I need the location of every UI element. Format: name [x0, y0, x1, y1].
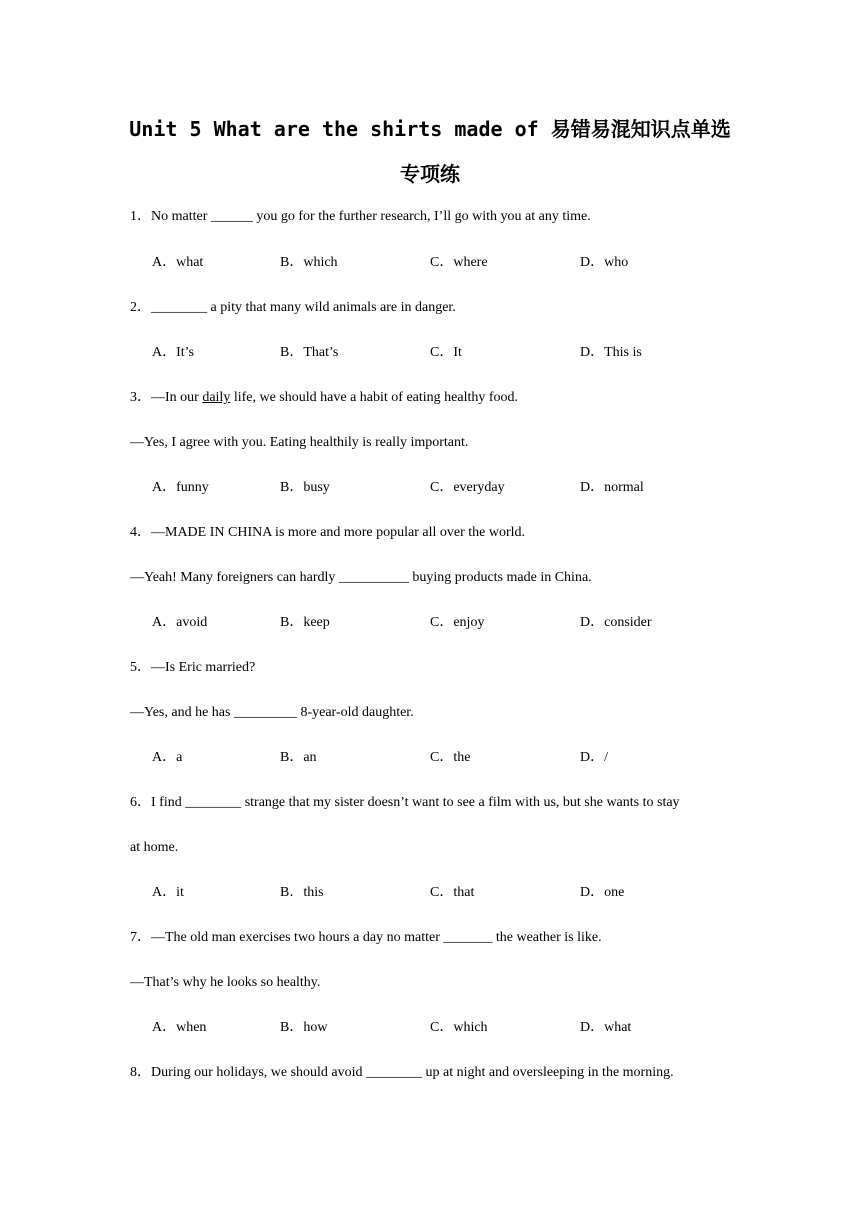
question-3-stem-start: 3．—In our — [130, 390, 203, 405]
question-6-option-b: B．this — [280, 885, 324, 900]
underlined-word: daily — [202, 390, 231, 405]
question-3-option-d: D．normal — [580, 480, 644, 495]
question-5-reply: —Yes, and he has _________ 8-year-old daughter. — [130, 705, 414, 720]
question-7-option-d: D．what — [580, 1020, 632, 1035]
question-7-stem: 7．—The old man exercises two hours a day no matter _______ the weather is like. — [130, 930, 602, 945]
question-7-option-b: B．how — [280, 1020, 328, 1035]
question-3-option-a: A．funny — [152, 480, 209, 495]
document-title-continued: 专项练 — [400, 162, 460, 186]
question-2-option-d: D．This is — [580, 345, 642, 360]
question-3-option-c: C．everyday — [430, 480, 505, 495]
question-8-stem: 8．During our holidays, we should avoid ________ up at night and oversleeping in the morning. — [130, 1065, 674, 1080]
question-1-option-d: D．who — [580, 255, 629, 270]
question-1-option-a: A．what — [152, 255, 204, 270]
question-6-stem-continued: at home. — [130, 840, 179, 855]
question-4-stem: 4．—MADE IN CHINA is more and more popular all over the world. — [130, 525, 526, 540]
question-2-stem: 2．________ a pity that many wild animals are in danger. — [130, 300, 456, 315]
question-3-option-b: B．busy — [280, 480, 330, 495]
question-2-option-c: C．It — [430, 345, 462, 360]
question-1-stem: 1．No matter ______ you go for the further research, I’ll go with you at any time. — [130, 209, 591, 224]
question-1-option-c: C．where — [430, 255, 488, 270]
question-5-option-d: D．/ — [580, 750, 608, 765]
question-5-stem: 5．—Is Eric married? — [130, 660, 256, 675]
question-2-option-a: A．It’s — [152, 345, 194, 360]
question-4-option-c: C．enjoy — [430, 615, 485, 630]
question-5-option-c: C．the — [430, 750, 471, 765]
question-6-option-a: A．it — [152, 885, 184, 900]
question-4-option-b: B．keep — [280, 615, 330, 630]
question-6-option-d: D．one — [580, 885, 625, 900]
question-6-stem: 6．I find ________ strange that my sister doesn’t want to see a film with us, but she wants to stay — [130, 795, 680, 810]
question-3-reply: —Yes, I agree with you. Eating healthily is really important. — [130, 435, 469, 450]
question-4-reply: —Yeah! Many foreigners can hardly __________ buying products made in China. — [130, 570, 592, 585]
question-1-option-b: B．which — [280, 255, 338, 270]
question-5-option-b: B．an — [280, 750, 317, 765]
question-7-option-c: C．which — [430, 1020, 488, 1035]
question-2-option-b: B．That’s — [280, 345, 339, 360]
question-7-option-a: A．when — [152, 1020, 207, 1035]
question-4-option-a: A．avoid — [152, 615, 208, 630]
question-4-option-d: D．consider — [580, 615, 652, 630]
question-3-stem-end: life, we should have a habit of eating healthy food. — [230, 390, 519, 405]
question-5-option-a: A．a — [152, 750, 183, 765]
question-6-option-c: C．that — [430, 885, 475, 900]
question-3-stem — [130, 389, 518, 407]
question-7-reply: —That’s why he looks so healthy. — [130, 975, 321, 990]
document-title: Unit 5 What are the shirts made of 易错易混知识点单选 — [129, 117, 731, 141]
